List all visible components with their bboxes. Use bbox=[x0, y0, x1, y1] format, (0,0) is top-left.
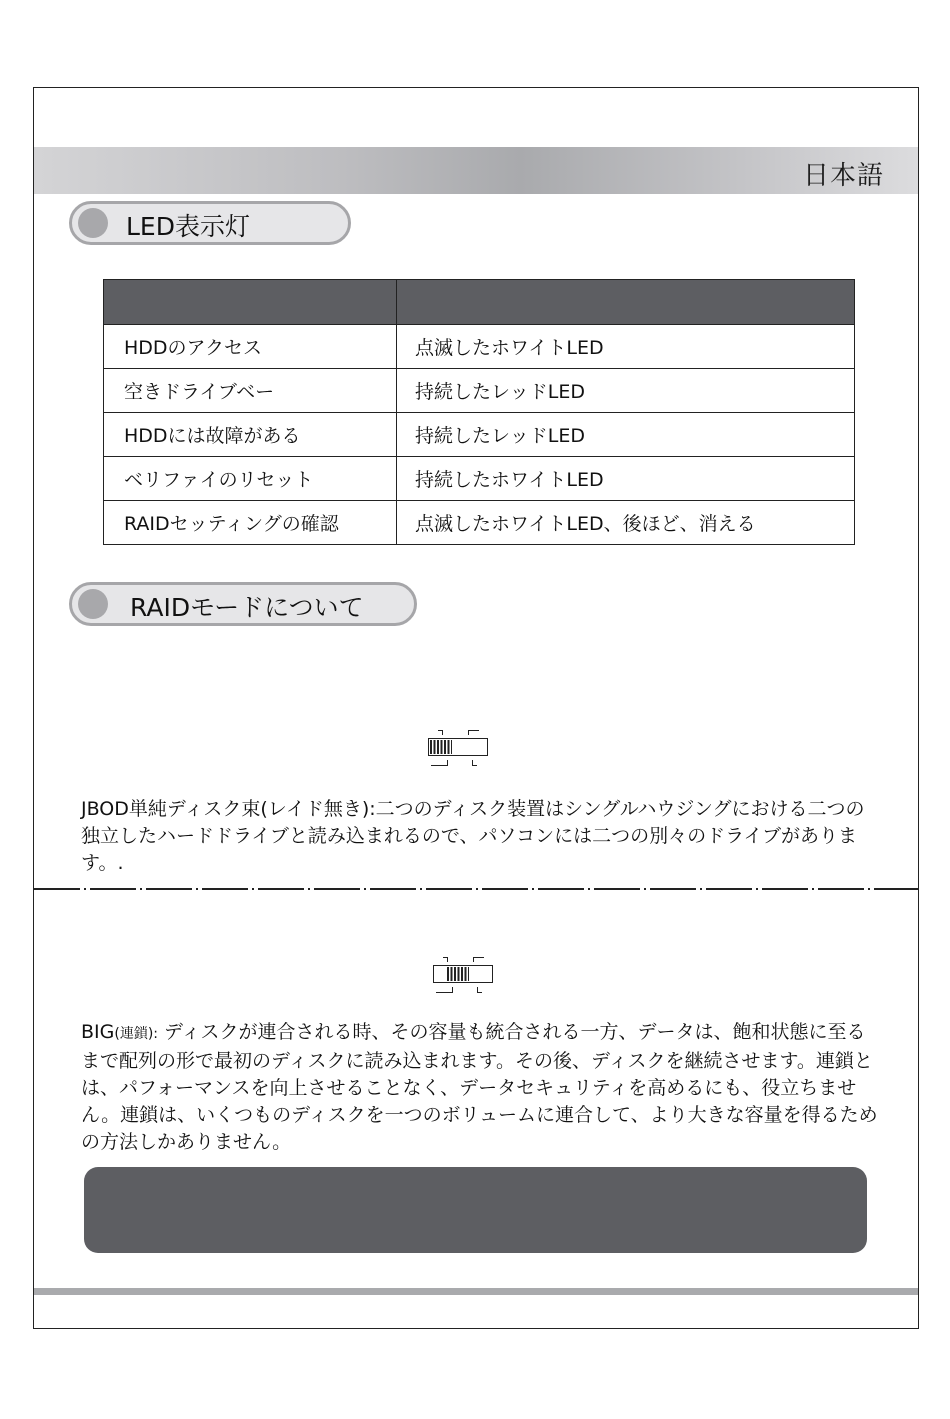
bullet-circle-icon bbox=[78, 589, 108, 619]
table-row bbox=[104, 413, 855, 457]
big-switch-icon bbox=[433, 957, 495, 997]
led-cell: 持続したホワイトLED bbox=[397, 457, 855, 501]
table-row bbox=[104, 369, 855, 413]
raid-section-title: RAIDモードについて bbox=[130, 593, 364, 622]
led-section-heading bbox=[69, 201, 351, 245]
footer-bar bbox=[34, 1288, 918, 1295]
big-label-note: (連鎖): bbox=[114, 1026, 159, 1042]
note-box bbox=[84, 1167, 867, 1253]
status-cell: RAIDセッティングの確認 bbox=[104, 501, 397, 545]
led-cell: 点滅したホワイトLED bbox=[397, 325, 855, 369]
section-divider bbox=[34, 888, 918, 890]
bullet-circle-icon bbox=[78, 208, 108, 238]
table-row bbox=[104, 501, 855, 545]
big-description bbox=[81, 1019, 881, 1156]
big-text: ディスクが連合される時、その容量も統合される一方、データは、飽和状態に至るまで配列の形で最初のディスクに読み込まれます。その後、ディスクを継続させます。連鎖とは、パフォーマンスを向上させることなく、データセキュリティを高めるにも、役立ちません。連鎖は、いくつものディスクを一つのボリュームに連合して、より大きな容量を得るための方法しかありません。 bbox=[81, 1021, 878, 1153]
table-row bbox=[104, 325, 855, 369]
led-section-title: LED表示灯 bbox=[126, 212, 250, 241]
status-cell: ベリファイのリセット bbox=[104, 457, 397, 501]
table-header-cell bbox=[397, 280, 855, 325]
led-cell: 持続したレッドLED bbox=[397, 369, 855, 413]
status-cell: HDDには故障がある bbox=[104, 413, 397, 457]
led-table bbox=[103, 279, 855, 545]
raid-section-heading bbox=[69, 582, 417, 626]
led-cell: 点滅したホワイトLED、後ほど、消える bbox=[397, 501, 855, 545]
big-label: BIG bbox=[81, 1021, 115, 1043]
jbod-switch-icon bbox=[428, 730, 490, 770]
language-bar bbox=[34, 147, 918, 194]
jbod-description: JBOD単純ディスク束(レイド無き):二つのディスク装置はシングルハウジングにおける二つの独立したハードドライブと読み込まれるので、パソコンには二つの別々のドライブがあります。. bbox=[81, 798, 865, 874]
table-row bbox=[104, 457, 855, 501]
status-cell: 空きドライブベー bbox=[104, 369, 397, 413]
led-cell: 持続したレッドLED bbox=[397, 413, 855, 457]
language-label: 日本語 bbox=[802, 161, 884, 191]
table-header-row bbox=[104, 280, 855, 325]
status-cell: HDDのアクセス bbox=[104, 325, 397, 369]
table-header-cell bbox=[104, 280, 397, 325]
